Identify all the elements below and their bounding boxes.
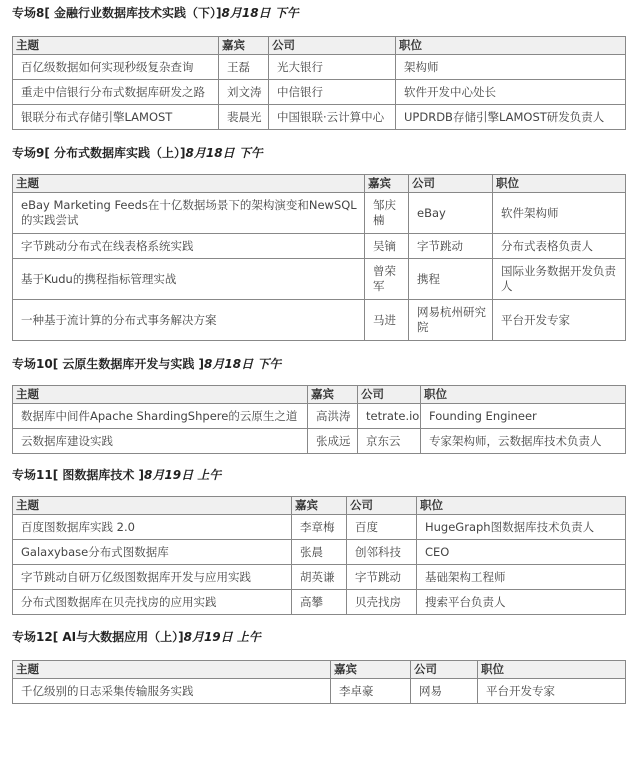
header-company: 公司	[347, 497, 417, 515]
header-topic: 主题	[13, 661, 331, 679]
cell-topic: 数据库中间件Apache ShardingShpere的云原生之道	[13, 404, 308, 429]
cell-guest: 邹庆楠	[365, 193, 409, 234]
section-name: 专场8[ 金融行业数据库技术实践（下）]	[12, 6, 222, 20]
cell-guest: 李卓豪	[331, 679, 411, 704]
cell-company: 字节跳动	[409, 234, 493, 259]
cell-topic: 百度图数据库实践 2.0	[13, 515, 292, 540]
table-row	[13, 429, 626, 454]
cell-topic: 银联分布式存储引擎LAMOST	[13, 105, 219, 130]
header-topic: 主题	[13, 386, 308, 404]
cell-guest: 张晨	[292, 540, 347, 565]
table-row	[13, 404, 626, 429]
table-row	[13, 234, 626, 259]
cell-guest: 吴镝	[365, 234, 409, 259]
header-topic: 主题	[13, 37, 219, 55]
section-title	[12, 466, 625, 484]
section-time: 8月18日 下午	[221, 6, 299, 20]
cell-position: 搜索平台负责人	[417, 590, 626, 615]
cell-topic: eBay Marketing Feeds在十亿数据场景下的架构演变和NewSQL的实践尝试	[13, 193, 365, 234]
section-time: 8月19日 上午	[183, 630, 261, 644]
cell-topic: 千亿级别的日志采集传输服务实践	[13, 679, 331, 704]
cell-position: 架构师	[396, 55, 626, 80]
cell-guest: 王磊	[219, 55, 269, 80]
section-12	[12, 628, 625, 704]
cell-topic: 分布式图数据库在贝壳找房的应用实践	[13, 590, 292, 615]
table-row	[13, 193, 626, 234]
cell-position: 平台开发专家	[493, 300, 626, 341]
table-header-row	[13, 497, 626, 515]
cell-topic: 字节跳动自研万亿级图数据库开发与应用实践	[13, 565, 292, 590]
cell-guest: 马进	[365, 300, 409, 341]
header-guest: 嘉宾	[292, 497, 347, 515]
header-position: 职位	[478, 661, 626, 679]
schedule-table	[12, 385, 626, 454]
header-topic: 主题	[13, 175, 365, 193]
cell-guest: 胡英谦	[292, 565, 347, 590]
cell-position: 软件架构师	[493, 193, 626, 234]
cell-company: eBay	[409, 193, 493, 234]
header-company: 公司	[269, 37, 396, 55]
cell-position: UPDRDB存储引擎LAMOST研发负责人	[396, 105, 626, 130]
section-title	[12, 628, 625, 646]
cell-company: 百度	[347, 515, 417, 540]
section-title	[12, 144, 625, 162]
header-company: 公司	[409, 175, 493, 193]
section-title	[12, 4, 625, 22]
section-name: 专场12[ AI与大数据应用（上）]	[12, 630, 184, 644]
section-time: 8月19日 上午	[144, 468, 222, 482]
cell-topic: 云数据库建设实践	[13, 429, 308, 454]
cell-company: tetrate.io	[358, 404, 421, 429]
cell-company: 中信银行	[269, 80, 396, 105]
table-row	[13, 515, 626, 540]
cell-topic: 百亿级数据如何实现秒级复杂查询	[13, 55, 219, 80]
cell-position: HugeGraph图数据库技术负责人	[417, 515, 626, 540]
table-row	[13, 565, 626, 590]
section-name: 专场11[ 图数据库技术 ]	[12, 468, 145, 482]
section-title	[12, 355, 625, 373]
header-position: 职位	[421, 386, 626, 404]
header-company: 公司	[411, 661, 478, 679]
schedule-table	[12, 36, 626, 130]
cell-company: 京东云	[358, 429, 421, 454]
table-header-row	[13, 175, 626, 193]
table-row	[13, 300, 626, 341]
table-row	[13, 590, 626, 615]
cell-position: 专家架构师，云数据库技术负责人	[421, 429, 626, 454]
cell-guest: 李章梅	[292, 515, 347, 540]
table-header-row	[13, 661, 626, 679]
table-row	[13, 80, 626, 105]
cell-topic: 字节跳动分布式在线表格系统实践	[13, 234, 365, 259]
header-position: 职位	[396, 37, 626, 55]
schedule-table	[12, 496, 626, 615]
cell-company: 携程	[409, 259, 493, 300]
cell-guest: 刘文涛	[219, 80, 269, 105]
cell-company: 字节跳动	[347, 565, 417, 590]
cell-position: CEO	[417, 540, 626, 565]
section-name: 专场9[ 分布式数据库实践（上）]	[12, 146, 186, 160]
cell-company: 光大银行	[269, 55, 396, 80]
table-header-row	[13, 37, 626, 55]
table-row	[13, 105, 626, 130]
cell-position: 平台开发专家	[478, 679, 626, 704]
table-row	[13, 540, 626, 565]
cell-topic: 一种基于流计算的分布式事务解决方案	[13, 300, 365, 341]
cell-position: Founding Engineer	[421, 404, 626, 429]
cell-position: 分布式表格负责人	[493, 234, 626, 259]
section-9	[12, 144, 625, 341]
cell-guest: 曾荣军	[365, 259, 409, 300]
section-8	[12, 4, 625, 130]
cell-position: 软件开发中心处长	[396, 80, 626, 105]
cell-position: 国际业务数据开发负责人	[493, 259, 626, 300]
header-guest: 嘉宾	[308, 386, 358, 404]
table-row	[13, 55, 626, 80]
header-position: 职位	[417, 497, 626, 515]
section-11	[12, 466, 625, 615]
cell-guest: 裴晨光	[219, 105, 269, 130]
cell-company: 中国银联·云计算中心	[269, 105, 396, 130]
header-topic: 主题	[13, 497, 292, 515]
section-name: 专场10[ 云原生数据库开发与实践 ]	[12, 357, 205, 371]
cell-guest: 高攀	[292, 590, 347, 615]
section-time: 8月18日 下午	[204, 357, 282, 371]
header-guest: 嘉宾	[365, 175, 409, 193]
cell-topic: Galaxybase分布式图数据库	[13, 540, 292, 565]
cell-company: 贝壳找房	[347, 590, 417, 615]
header-position: 职位	[493, 175, 626, 193]
section-time: 8月18日 下午	[185, 146, 263, 160]
cell-topic: 基于Kudu的携程指标管理实战	[13, 259, 365, 300]
table-header-row	[13, 386, 626, 404]
table-row	[13, 259, 626, 300]
table-row	[13, 679, 626, 704]
cell-guest: 张成远	[308, 429, 358, 454]
cell-topic: 重走中信银行分布式数据库研发之路	[13, 80, 219, 105]
cell-company: 网易杭州研究院	[409, 300, 493, 341]
schedule-table	[12, 174, 626, 341]
cell-guest: 高洪涛	[308, 404, 358, 429]
header-company: 公司	[358, 386, 421, 404]
cell-company: 网易	[411, 679, 478, 704]
cell-company: 创邻科技	[347, 540, 417, 565]
schedule-table	[12, 660, 626, 704]
cell-position: 基础架构工程师	[417, 565, 626, 590]
header-guest: 嘉宾	[331, 661, 411, 679]
header-guest: 嘉宾	[219, 37, 269, 55]
section-10	[12, 355, 625, 454]
